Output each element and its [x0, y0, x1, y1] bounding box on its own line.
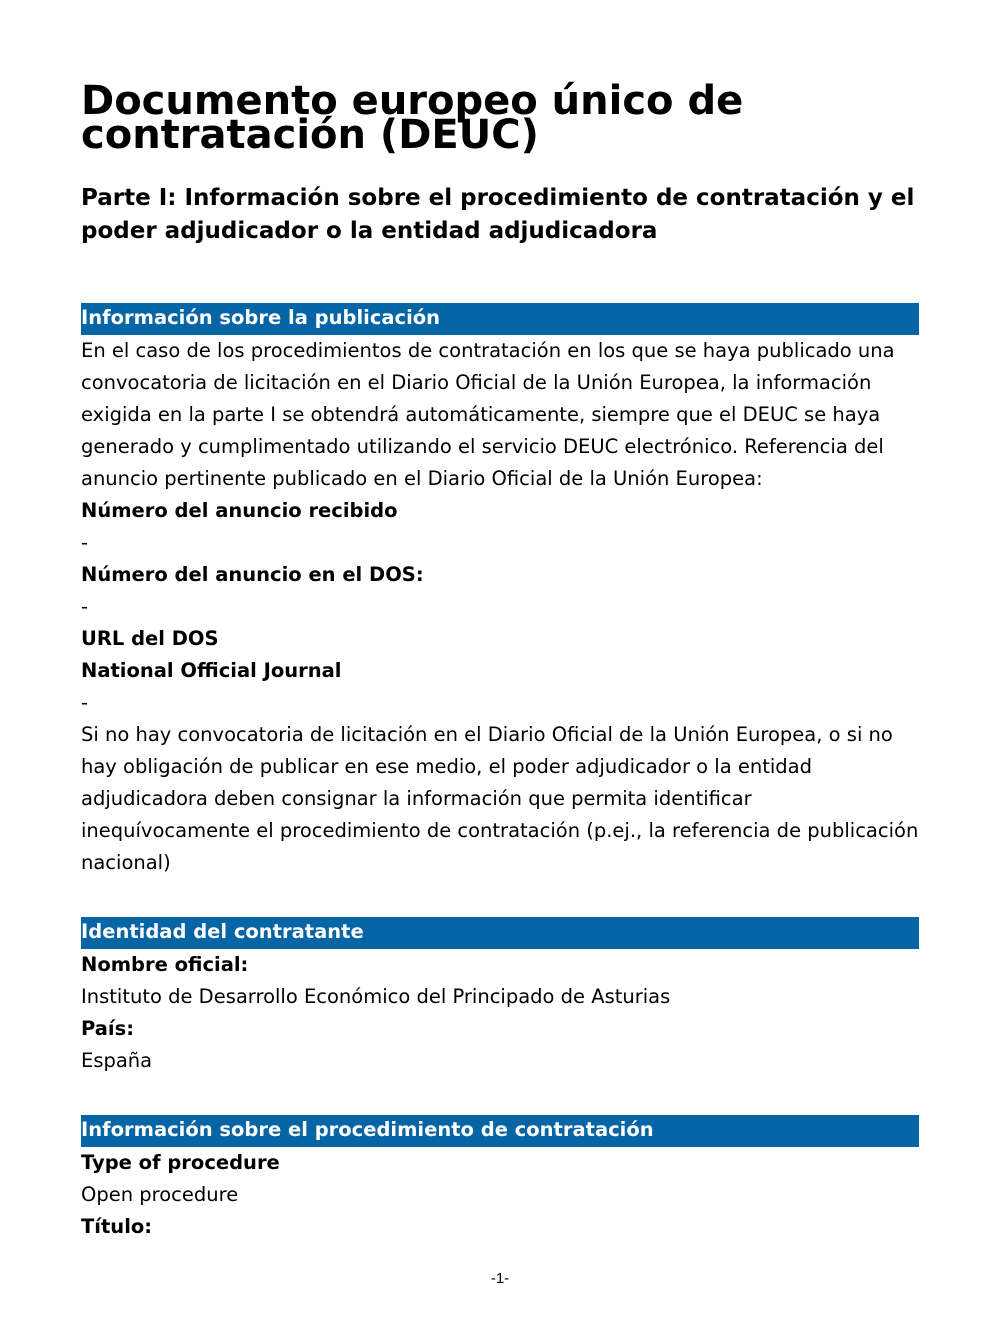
section-header-contractor: Identidad del contratante: [81, 917, 919, 949]
notice-dos-value: -: [81, 595, 89, 618]
notice-received-label: Número del anuncio recibido: [81, 499, 398, 522]
notice-received-value: -: [81, 531, 89, 554]
url-dos-label: URL del DOS: [81, 627, 219, 650]
national-journal-label: National Official Journal: [81, 659, 342, 682]
official-name-value: Instituto de Desarrollo Económico del Principado de Asturias: [81, 985, 671, 1008]
document-page: [81, 80, 919, 1243]
page-number: -1-: [490, 1270, 510, 1287]
document-subtitle: Parte I: Información sobre el procedimiento de contratación y el poder adjudicador o la entidad adjudicadora: [81, 185, 915, 244]
country-label: País:: [81, 1017, 135, 1040]
procedure-type-value: Open procedure: [81, 1183, 239, 1206]
notice-dos-label: Número del anuncio en el DOS:: [81, 563, 424, 586]
no-call-text: Si no hay convocatoria de licitación en el Diario Oficial de la Unión Europea, o si no hay obligación de publicar en ese medio, el poder adjudicador o la entidad adjudicadora deben consignar la información que permita identificar inequívocamente el procedimiento de contratación (p.ej., la referencia de publicación nacional): [81, 723, 919, 874]
publication-intro-text: En el caso de los procedimientos de contratación en los que se haya publicado una convocatoria de licitación en el Diario Oficial de la Unión Europea, la información exigida en la parte I se obtendrá automáticamente, siempre que el DEUC se haya generado y cumplimentado utilizando el servicio DEUC electrónico. Referencia del anuncio pertinente publicado en el Diario Oficial de la Unión Europea:: [81, 339, 895, 490]
document-title: Documento europeo único de contratación (DEUC): [81, 78, 744, 158]
procedure-title-label: Título:: [81, 1215, 153, 1238]
country-value: España: [81, 1049, 153, 1072]
section-header-procedure: Información sobre el procedimiento de contratación: [81, 1115, 919, 1147]
procedure-type-label: Type of procedure: [81, 1151, 280, 1174]
section-header-publication: Información sobre la publicación: [81, 303, 919, 335]
national-journal-value: -: [81, 691, 89, 714]
official-name-label: Nombre oficial:: [81, 953, 249, 976]
